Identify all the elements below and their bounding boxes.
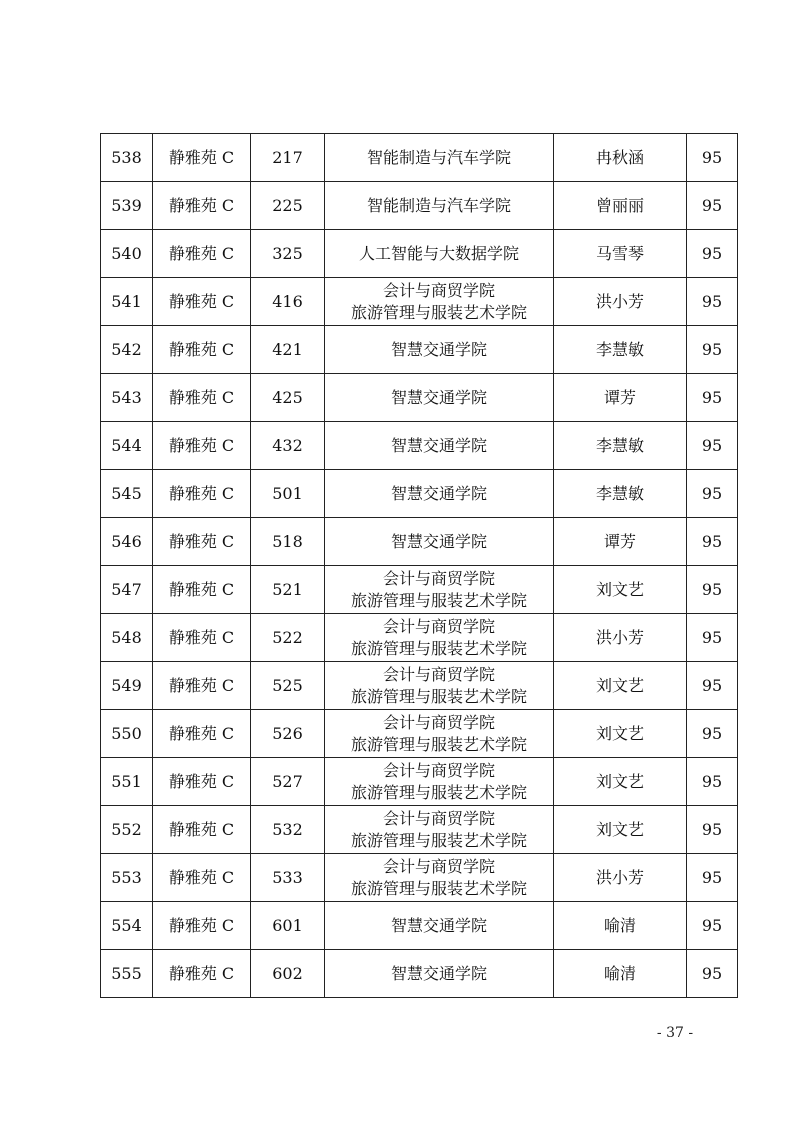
table-row bbox=[101, 134, 738, 182]
person-cell: 洪小芳 bbox=[554, 614, 687, 662]
college-line: 人工智能与大数据学院 bbox=[358, 243, 519, 263]
score-cell: 95 bbox=[687, 902, 738, 950]
building-cell: 静雅苑 C bbox=[153, 470, 251, 518]
row-number-cell: 547 bbox=[101, 566, 153, 614]
college-line: 旅游管理与服装艺术学院 bbox=[350, 734, 527, 754]
person-cell: 洪小芳 bbox=[554, 278, 687, 326]
table-row bbox=[101, 614, 738, 662]
person-cell: 刘文艺 bbox=[554, 662, 687, 710]
building-cell: 静雅苑 C bbox=[153, 278, 251, 326]
table-row bbox=[101, 566, 738, 614]
person-cell: 喻清 bbox=[554, 902, 687, 950]
college-line: 旅游管理与服装艺术学院 bbox=[350, 638, 527, 658]
table-row bbox=[101, 326, 738, 374]
row-number-cell: 539 bbox=[101, 182, 153, 230]
table-row bbox=[101, 230, 738, 278]
row-number-cell: 544 bbox=[101, 422, 153, 470]
college-line: 会计与商贸学院 bbox=[382, 664, 495, 684]
room-cell: 533 bbox=[251, 854, 325, 902]
row-number-cell: 540 bbox=[101, 230, 153, 278]
score-cell: 95 bbox=[687, 566, 738, 614]
score-cell: 95 bbox=[687, 614, 738, 662]
person-cell: 谭芳 bbox=[554, 374, 687, 422]
room-cell: 527 bbox=[251, 758, 325, 806]
college-cell bbox=[325, 518, 554, 566]
college-line: 智慧交通学院 bbox=[390, 435, 487, 455]
person-cell: 刘文艺 bbox=[554, 806, 687, 854]
person-cell: 刘文艺 bbox=[554, 566, 687, 614]
table-row bbox=[101, 182, 738, 230]
row-number-cell: 554 bbox=[101, 902, 153, 950]
college-cell bbox=[325, 470, 554, 518]
score-cell: 95 bbox=[687, 422, 738, 470]
row-number-cell: 538 bbox=[101, 134, 153, 182]
score-cell: 95 bbox=[687, 374, 738, 422]
table-row bbox=[101, 470, 738, 518]
person-cell: 李慧敏 bbox=[554, 422, 687, 470]
person-cell: 曾丽丽 bbox=[554, 182, 687, 230]
building-cell: 静雅苑 C bbox=[153, 662, 251, 710]
score-cell: 95 bbox=[687, 854, 738, 902]
building-cell: 静雅苑 C bbox=[153, 326, 251, 374]
college-line: 智慧交通学院 bbox=[390, 531, 487, 551]
college-line: 智慧交通学院 bbox=[390, 387, 487, 407]
person-cell: 李慧敏 bbox=[554, 326, 687, 374]
college-line: 旅游管理与服装艺术学院 bbox=[350, 590, 527, 610]
person-cell: 冉秋涵 bbox=[554, 134, 687, 182]
college-line: 会计与商贸学院 bbox=[382, 280, 495, 300]
college-line: 会计与商贸学院 bbox=[382, 712, 495, 732]
row-number-cell: 546 bbox=[101, 518, 153, 566]
page-number: - 37 - bbox=[656, 1025, 694, 1041]
college-line: 智能制造与汽车学院 bbox=[366, 147, 511, 167]
table-row bbox=[101, 710, 738, 758]
building-cell: 静雅苑 C bbox=[153, 950, 251, 998]
college-line: 会计与商贸学院 bbox=[382, 568, 495, 588]
building-cell: 静雅苑 C bbox=[153, 806, 251, 854]
building-cell: 静雅苑 C bbox=[153, 134, 251, 182]
person-cell: 谭芳 bbox=[554, 518, 687, 566]
table-row bbox=[101, 950, 738, 998]
college-line: 会计与商贸学院 bbox=[382, 616, 495, 636]
college-line: 旅游管理与服装艺术学院 bbox=[350, 686, 527, 706]
table-body bbox=[101, 134, 738, 998]
room-cell: 532 bbox=[251, 806, 325, 854]
row-number-cell: 552 bbox=[101, 806, 153, 854]
score-cell: 95 bbox=[687, 230, 738, 278]
row-number-cell: 545 bbox=[101, 470, 153, 518]
building-cell: 静雅苑 C bbox=[153, 374, 251, 422]
score-cell: 95 bbox=[687, 278, 738, 326]
row-number-cell: 551 bbox=[101, 758, 153, 806]
college-cell bbox=[325, 854, 554, 902]
room-cell: 602 bbox=[251, 950, 325, 998]
table-row bbox=[101, 518, 738, 566]
college-cell bbox=[325, 422, 554, 470]
room-cell: 521 bbox=[251, 566, 325, 614]
college-cell bbox=[325, 326, 554, 374]
college-cell bbox=[325, 566, 554, 614]
table-row bbox=[101, 374, 738, 422]
college-line: 会计与商贸学院 bbox=[382, 856, 495, 876]
college-cell bbox=[325, 758, 554, 806]
score-cell: 95 bbox=[687, 950, 738, 998]
person-cell: 马雪琴 bbox=[554, 230, 687, 278]
building-cell: 静雅苑 C bbox=[153, 614, 251, 662]
row-number-cell: 550 bbox=[101, 710, 153, 758]
college-cell bbox=[325, 806, 554, 854]
person-cell: 喻清 bbox=[554, 950, 687, 998]
score-cell: 95 bbox=[687, 806, 738, 854]
college-cell bbox=[325, 230, 554, 278]
room-cell: 522 bbox=[251, 614, 325, 662]
building-cell: 静雅苑 C bbox=[153, 710, 251, 758]
person-cell: 刘文艺 bbox=[554, 758, 687, 806]
college-line: 智慧交通学院 bbox=[390, 483, 487, 503]
college-line: 旅游管理与服装艺术学院 bbox=[350, 302, 527, 322]
row-number-cell: 549 bbox=[101, 662, 153, 710]
building-cell: 静雅苑 C bbox=[153, 902, 251, 950]
college-cell bbox=[325, 950, 554, 998]
room-cell: 421 bbox=[251, 326, 325, 374]
college-cell bbox=[325, 278, 554, 326]
table-row bbox=[101, 662, 738, 710]
score-cell: 95 bbox=[687, 518, 738, 566]
room-cell: 225 bbox=[251, 182, 325, 230]
room-cell: 425 bbox=[251, 374, 325, 422]
score-cell: 95 bbox=[687, 134, 738, 182]
person-cell: 洪小芳 bbox=[554, 854, 687, 902]
score-cell: 95 bbox=[687, 182, 738, 230]
college-line: 旅游管理与服装艺术学院 bbox=[350, 782, 527, 802]
college-line: 会计与商贸学院 bbox=[382, 808, 495, 828]
score-cell: 95 bbox=[687, 758, 738, 806]
room-cell: 525 bbox=[251, 662, 325, 710]
college-cell bbox=[325, 614, 554, 662]
building-cell: 静雅苑 C bbox=[153, 518, 251, 566]
table-row bbox=[101, 422, 738, 470]
dormitory-score-table bbox=[100, 133, 738, 998]
table-row bbox=[101, 278, 738, 326]
college-line: 会计与商贸学院 bbox=[382, 760, 495, 780]
table-row bbox=[101, 758, 738, 806]
room-cell: 325 bbox=[251, 230, 325, 278]
building-cell: 静雅苑 C bbox=[153, 230, 251, 278]
score-cell: 95 bbox=[687, 470, 738, 518]
room-cell: 526 bbox=[251, 710, 325, 758]
room-cell: 416 bbox=[251, 278, 325, 326]
score-cell: 95 bbox=[687, 662, 738, 710]
room-cell: 601 bbox=[251, 902, 325, 950]
person-cell: 李慧敏 bbox=[554, 470, 687, 518]
building-cell: 静雅苑 C bbox=[153, 566, 251, 614]
room-cell: 217 bbox=[251, 134, 325, 182]
row-number-cell: 542 bbox=[101, 326, 153, 374]
row-number-cell: 548 bbox=[101, 614, 153, 662]
college-line: 智慧交通学院 bbox=[390, 915, 487, 935]
table-row bbox=[101, 902, 738, 950]
college-line: 旅游管理与服装艺术学院 bbox=[350, 830, 527, 850]
building-cell: 静雅苑 C bbox=[153, 854, 251, 902]
room-cell: 432 bbox=[251, 422, 325, 470]
score-cell: 95 bbox=[687, 326, 738, 374]
college-cell bbox=[325, 134, 554, 182]
room-cell: 501 bbox=[251, 470, 325, 518]
table-row bbox=[101, 806, 738, 854]
room-cell: 518 bbox=[251, 518, 325, 566]
score-cell: 95 bbox=[687, 710, 738, 758]
college-cell bbox=[325, 710, 554, 758]
college-line: 智能制造与汽车学院 bbox=[366, 195, 511, 215]
college-line: 旅游管理与服装艺术学院 bbox=[350, 878, 527, 898]
college-cell bbox=[325, 902, 554, 950]
college-cell bbox=[325, 374, 554, 422]
row-number-cell: 553 bbox=[101, 854, 153, 902]
row-number-cell: 555 bbox=[101, 950, 153, 998]
college-line: 智慧交通学院 bbox=[390, 963, 487, 983]
building-cell: 静雅苑 C bbox=[153, 422, 251, 470]
building-cell: 静雅苑 C bbox=[153, 758, 251, 806]
row-number-cell: 541 bbox=[101, 278, 153, 326]
building-cell: 静雅苑 C bbox=[153, 182, 251, 230]
table-row bbox=[101, 854, 738, 902]
college-cell bbox=[325, 662, 554, 710]
row-number-cell: 543 bbox=[101, 374, 153, 422]
person-cell: 刘文艺 bbox=[554, 710, 687, 758]
college-cell bbox=[325, 182, 554, 230]
college-line: 智慧交通学院 bbox=[390, 339, 487, 359]
